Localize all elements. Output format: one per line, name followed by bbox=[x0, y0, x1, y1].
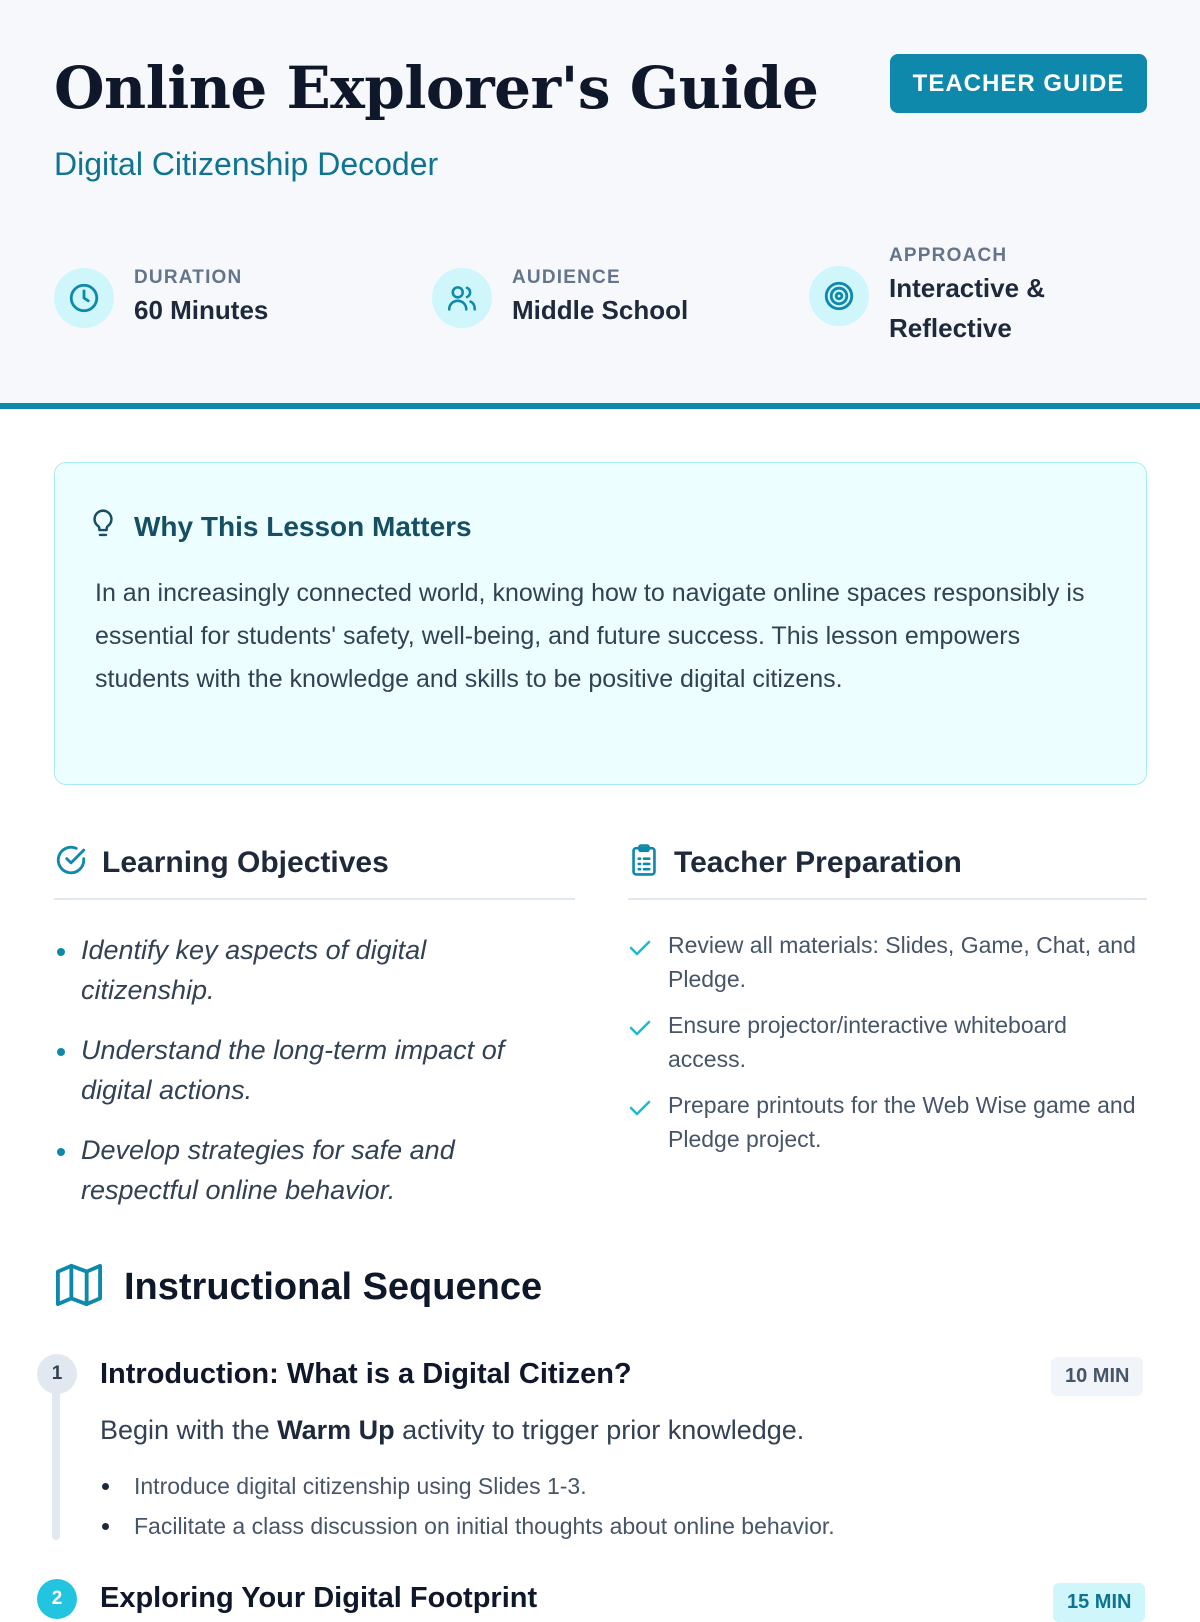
list-item: Understand the long-term impact of digital actions. bbox=[54, 1030, 564, 1110]
list-item-text: Ensure projector/interactive whiteboard access. bbox=[668, 1012, 1067, 1072]
users-icon bbox=[432, 268, 492, 328]
meta-label: APPROACH bbox=[889, 245, 1008, 266]
list-item bbox=[628, 1088, 1148, 1156]
why-heading bbox=[88, 507, 472, 546]
list-item-text: Prepare printouts for the Web Wise game and Pledge project. bbox=[668, 1092, 1136, 1152]
step-desc-text: Begin with the bbox=[100, 1415, 278, 1445]
check-circle-icon bbox=[54, 843, 88, 882]
list-item bbox=[628, 928, 1148, 996]
list-item: Facilitate a class discussion on initial thoughts about online behavior. bbox=[100, 1506, 835, 1546]
step-desc-bold: Warm Up bbox=[277, 1415, 395, 1445]
meta-label: DURATION bbox=[134, 267, 243, 288]
time-badge: 10 MIN bbox=[1051, 1357, 1143, 1396]
meta-approach bbox=[809, 244, 1089, 348]
divider bbox=[628, 898, 1147, 900]
objectives-list bbox=[54, 930, 564, 1230]
preparation-heading bbox=[628, 843, 962, 882]
meta-value: Interactive & Reflective bbox=[889, 273, 1046, 343]
page-title: Online Explorer's Guide bbox=[54, 54, 819, 122]
meta-duration bbox=[54, 266, 268, 330]
list-item bbox=[628, 1008, 1148, 1076]
step-bullet-list bbox=[100, 1466, 835, 1546]
sequence-title: Instructional Sequence bbox=[124, 1266, 543, 1308]
page-subtitle: Digital Citizenship Decoder bbox=[54, 146, 439, 182]
lightbulb-icon bbox=[88, 507, 118, 546]
meta-audience bbox=[432, 266, 688, 330]
check-icon bbox=[628, 938, 652, 958]
clock-icon bbox=[54, 268, 114, 328]
preparation-title: Teacher Preparation bbox=[674, 845, 962, 879]
teacher-guide-button[interactable]: TEACHER GUIDE bbox=[890, 54, 1147, 113]
why-title: Why This Lesson Matters bbox=[134, 510, 472, 542]
divider bbox=[54, 898, 575, 900]
step-title: Exploring Your Digital Footprint bbox=[100, 1582, 538, 1614]
meta-label: AUDIENCE bbox=[512, 267, 621, 288]
sequence-heading bbox=[54, 1262, 542, 1313]
time-badge: 15 MIN bbox=[1053, 1583, 1145, 1622]
step-number: 1 bbox=[37, 1354, 77, 1394]
step-description bbox=[100, 1415, 804, 1446]
step-number: 2 bbox=[37, 1579, 77, 1619]
objectives-title: Learning Objectives bbox=[102, 845, 389, 879]
objectives-heading bbox=[54, 843, 389, 882]
meta-value: Middle School bbox=[512, 295, 689, 325]
step-desc-text: activity to trigger prior knowledge. bbox=[394, 1415, 805, 1445]
list-item-text: Review all materials: Slides, Game, Chat, and Pledge. bbox=[668, 932, 1136, 992]
list-item: Identify key aspects of digital citizenship. bbox=[54, 930, 564, 1010]
target-icon bbox=[809, 266, 869, 326]
check-icon bbox=[628, 1018, 652, 1038]
timeline-line bbox=[52, 1372, 60, 1540]
meta-value: 60 Minutes bbox=[134, 295, 269, 325]
why-text: In an increasingly connected world, knowing how to navigate online spaces responsibly is essential for students' safety, well-being, and future success. This lesson empowers students with the knowledge and skills to be positive digital citizens. bbox=[95, 579, 1085, 693]
check-icon bbox=[628, 1098, 652, 1118]
list-item: Introduce digital citizenship using Slides 1-3. bbox=[100, 1466, 835, 1506]
list-item: Develop strategies for safe and respectful online behavior. bbox=[54, 1130, 564, 1210]
map-icon bbox=[54, 1262, 104, 1313]
preparation-list bbox=[628, 928, 1148, 1168]
step-title: Introduction: What is a Digital Citizen? bbox=[100, 1358, 632, 1390]
clipboard-icon bbox=[628, 843, 660, 882]
